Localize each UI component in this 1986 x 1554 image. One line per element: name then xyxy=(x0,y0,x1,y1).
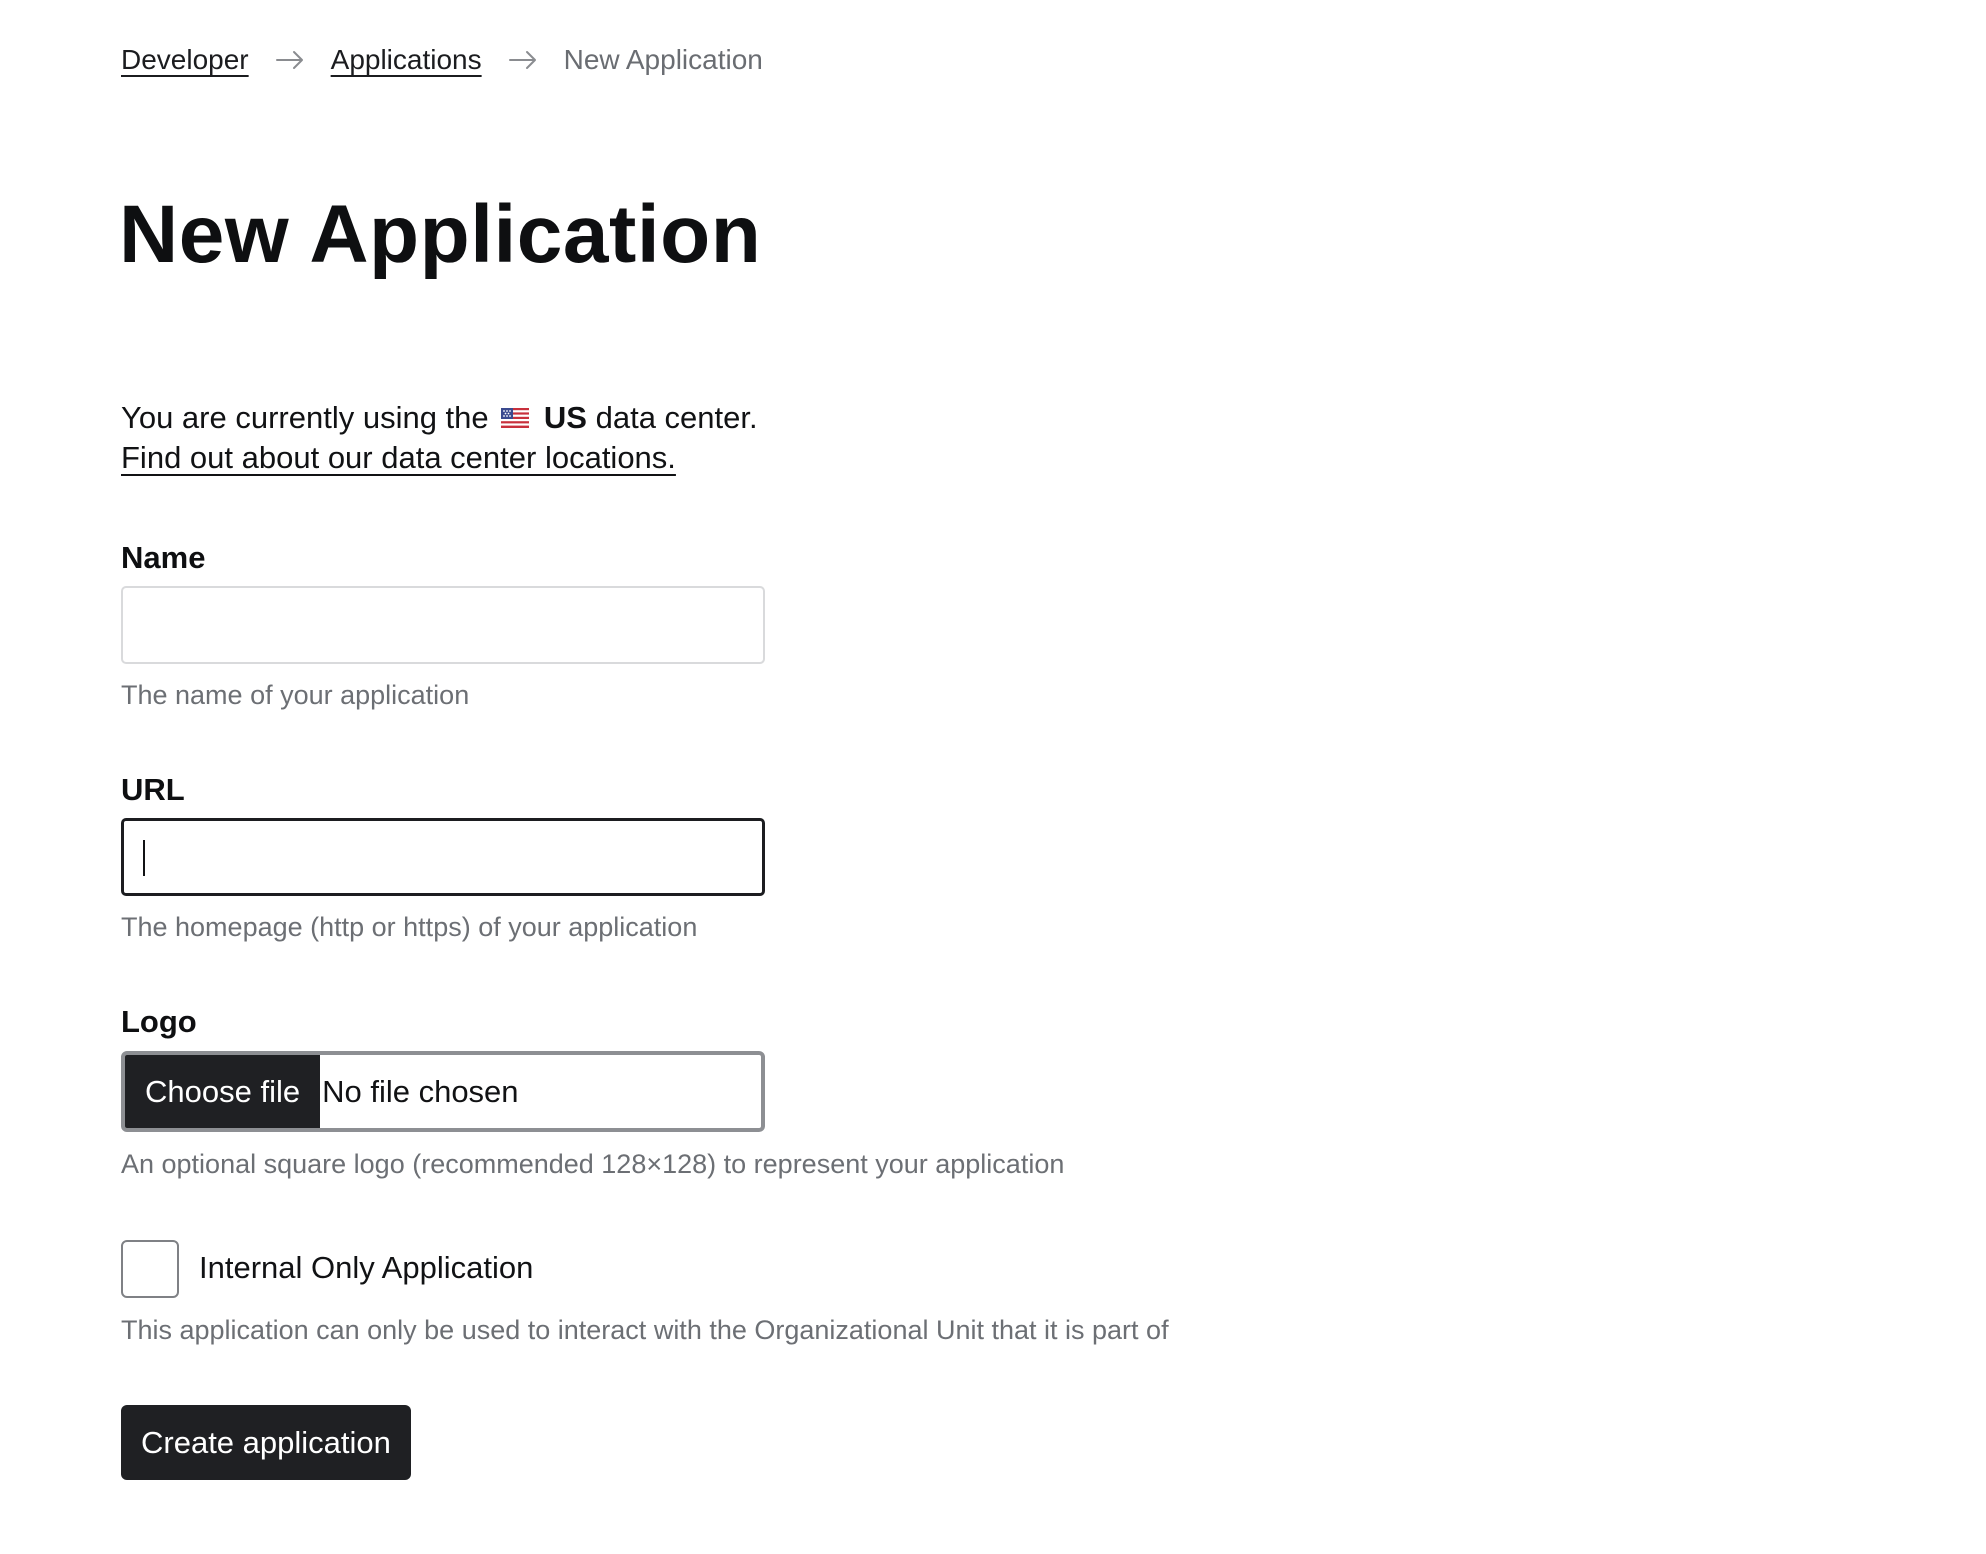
name-input[interactable] xyxy=(121,586,765,664)
url-label: URL xyxy=(121,772,185,807)
breadcrumb-developer[interactable]: Developer xyxy=(121,44,249,75)
data-center-region: US xyxy=(543,400,587,435)
create-application-button[interactable]: Create application xyxy=(121,1405,411,1480)
us-flag-icon xyxy=(501,408,529,428)
logo-file-input[interactable] xyxy=(121,1051,765,1132)
data-center-notice xyxy=(121,398,758,438)
internal-only-label[interactable]: Internal Only Application xyxy=(199,1250,534,1285)
internal-only-checkbox[interactable] xyxy=(121,1240,179,1298)
internal-only-help-text: This application can only be used to interact with the Organizational Unit that it is part of xyxy=(121,1315,1169,1345)
name-help-text: The name of your application xyxy=(121,680,470,710)
page-title: New Application xyxy=(119,189,762,280)
breadcrumb-applications[interactable]: Applications xyxy=(330,44,482,75)
data-center-prefix: You are currently using the xyxy=(121,400,489,435)
url-help-text: The homepage (http or https) of your application xyxy=(121,912,698,942)
arrow-right-icon xyxy=(508,50,538,70)
data-center-suffix: data center. xyxy=(595,400,758,435)
choose-file-button[interactable]: Choose file xyxy=(125,1055,320,1128)
name-label: Name xyxy=(121,540,206,575)
logo-label: Logo xyxy=(121,1004,197,1039)
data-center-locations-link[interactable]: Find out about our data center locations. xyxy=(121,440,676,475)
arrow-right-icon xyxy=(275,50,305,70)
file-status: No file chosen xyxy=(322,1073,519,1109)
breadcrumb-current: New Application xyxy=(563,44,763,75)
breadcrumb xyxy=(121,44,763,76)
url-input[interactable] xyxy=(121,818,765,896)
logo-help-text: An optional square logo (recommended 128×128) to represent your application xyxy=(121,1149,1065,1179)
text-caret xyxy=(143,840,145,876)
